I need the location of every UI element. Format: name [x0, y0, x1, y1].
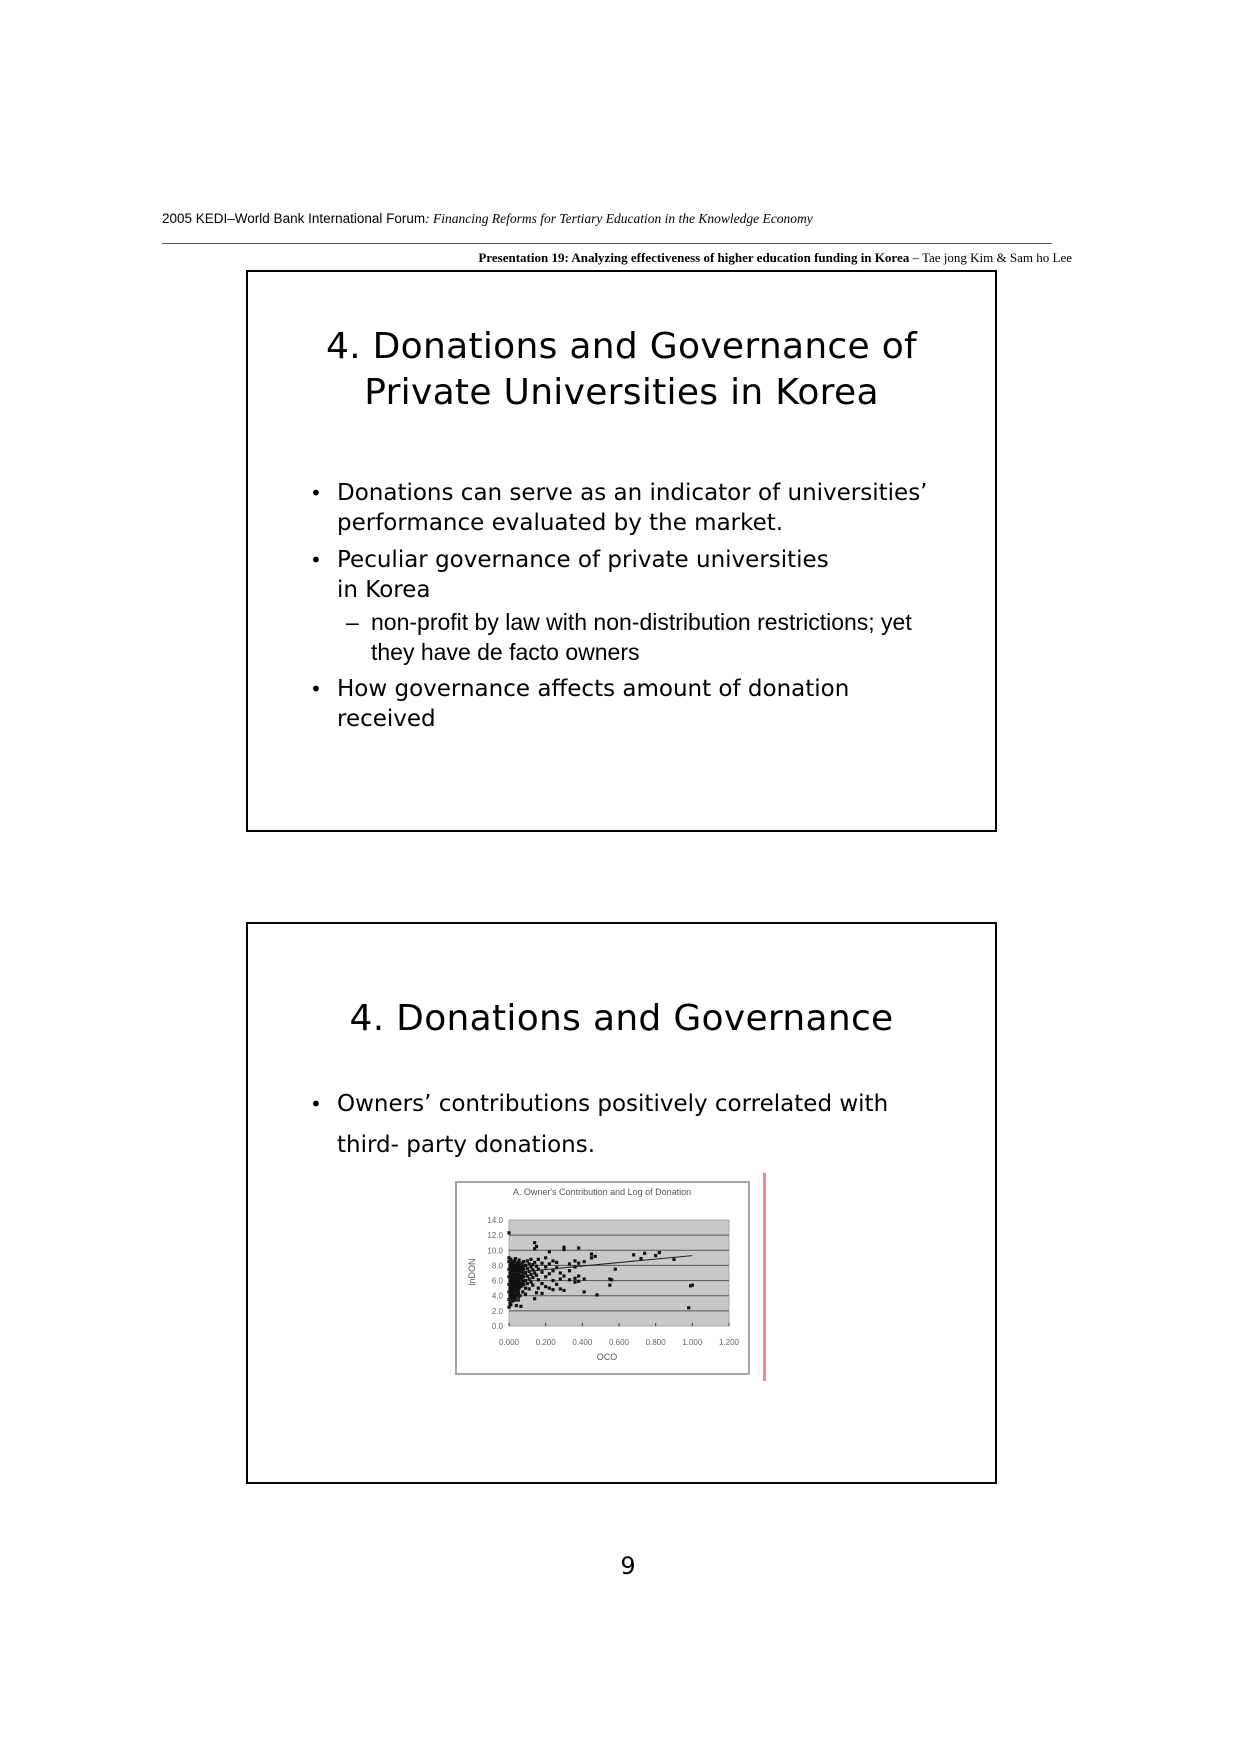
x-axis-label: OCO: [596, 1352, 618, 1362]
y-tick-label: 6.0: [491, 1276, 503, 1286]
sub-bullet-item: [310, 607, 955, 667]
forum-separator: :: [425, 211, 434, 226]
data-point: [528, 1287, 531, 1290]
data-point: [521, 1290, 524, 1293]
y-tick-label: 10.0: [487, 1246, 503, 1256]
bullet-text: Peculiar governance of private universities in Korea: [337, 547, 829, 603]
slide-1-bullets: [310, 478, 955, 741]
data-point: [540, 1292, 543, 1295]
data-point: [555, 1261, 558, 1264]
x-tick-label: 0.400: [572, 1338, 593, 1347]
data-point: [610, 1278, 613, 1281]
data-point: [551, 1259, 554, 1262]
x-tick-label: 0.600: [608, 1338, 630, 1347]
data-point: [555, 1283, 558, 1286]
presentation-title: Presentation 19: Analyzing effectiveness of higher education funding in Korea: [478, 250, 910, 265]
data-point: [562, 1248, 565, 1251]
data-point: [524, 1264, 527, 1267]
data-point: [594, 1255, 597, 1258]
data-point: [577, 1280, 580, 1283]
bullet-text: How governance affects amount of donation received: [337, 676, 850, 732]
data-point: [535, 1291, 538, 1294]
data-point: [672, 1258, 675, 1261]
data-point: [519, 1305, 522, 1308]
y-tick-label: 2.0: [491, 1306, 503, 1316]
data-point: [573, 1277, 576, 1280]
data-point: [639, 1257, 642, 1260]
bullet-item: [310, 545, 955, 605]
data-point: [577, 1274, 580, 1277]
bullet-item: [310, 478, 955, 538]
slide-1-title: [248, 324, 995, 416]
data-point: [548, 1250, 551, 1253]
data-point: [535, 1245, 538, 1248]
data-point: [614, 1268, 617, 1271]
data-point: [517, 1259, 520, 1262]
bullet-icon: •: [310, 1092, 322, 1116]
x-axis-ticks: [499, 1323, 740, 1347]
data-point: [540, 1271, 543, 1274]
x-tick-label: 0.800: [645, 1338, 666, 1347]
data-point: [551, 1269, 554, 1272]
x-tick-label: 1.000: [682, 1338, 703, 1347]
data-point: [524, 1287, 527, 1290]
slide-1-title-line-1: 4. Donations and Governance of: [325, 326, 918, 367]
data-point: [521, 1272, 524, 1275]
data-point: [526, 1282, 529, 1285]
data-point: [548, 1262, 551, 1265]
data-point: [568, 1278, 571, 1281]
data-point: [632, 1253, 635, 1256]
data-point: [533, 1261, 536, 1264]
data-point: [687, 1306, 690, 1309]
data-point: [691, 1284, 694, 1287]
dense-point-cluster: [509, 1262, 520, 1302]
slide-2-title: 4. Donations and Governance: [349, 998, 894, 1039]
y-axis-label: lnDON: [467, 1258, 477, 1286]
slide-1-title-line-2: Private Universities in Korea: [364, 372, 879, 413]
data-point: [551, 1288, 554, 1291]
data-point: [658, 1251, 661, 1254]
data-point: [562, 1289, 565, 1292]
y-tick-label: 4.0: [491, 1291, 503, 1301]
data-point: [522, 1260, 525, 1263]
bullet-text: Owners’ contributions positively correlated with third- party donations.: [337, 1091, 889, 1158]
data-point: [507, 1231, 510, 1234]
dash-icon: –: [346, 609, 359, 635]
data-point: [540, 1262, 543, 1265]
data-point: [535, 1274, 538, 1277]
data-point: [577, 1262, 580, 1265]
data-point: [544, 1275, 547, 1278]
data-point: [583, 1277, 586, 1280]
data-point: [526, 1259, 529, 1262]
data-point: [548, 1272, 551, 1275]
bullet-text: Donations can serve as an indicator of universities’ performance evaluated by the market.: [337, 480, 928, 536]
y-tick-label: 0.0: [491, 1322, 503, 1331]
presentation-authors: – Tae jong Kim & Sam ho Lee: [909, 250, 1072, 265]
data-point: [583, 1260, 586, 1263]
data-point: [559, 1271, 562, 1274]
data-point: [559, 1287, 562, 1290]
data-point: [573, 1280, 576, 1283]
data-point: [522, 1275, 525, 1278]
data-point: [529, 1280, 532, 1283]
data-point: [522, 1283, 525, 1286]
data-point: [583, 1290, 586, 1293]
data-point: [524, 1293, 527, 1296]
data-point: [535, 1265, 538, 1268]
header-rule: [162, 243, 1052, 244]
data-point: [529, 1258, 532, 1261]
data-point: [568, 1262, 571, 1265]
data-point: [590, 1256, 593, 1259]
slide-1: [246, 270, 997, 832]
data-point: [559, 1277, 562, 1280]
forum-subtitle: Financing Reforms for Tertiary Education in the Knowledge Economy: [433, 211, 813, 226]
data-point: [514, 1257, 517, 1260]
presentation-header: [478, 250, 1072, 266]
forum-name: 2005 KEDI–World Bank International Forum: [162, 211, 426, 226]
data-point: [573, 1259, 576, 1262]
data-point: [537, 1287, 540, 1290]
data-point: [526, 1274, 529, 1277]
data-point: [526, 1267, 529, 1270]
y-axis-ticks: [487, 1216, 503, 1331]
data-point: [590, 1252, 593, 1255]
data-point: [528, 1262, 531, 1265]
bullet-item: [310, 1084, 955, 1166]
data-point: [524, 1279, 527, 1282]
data-point: [551, 1279, 554, 1282]
x-tick-label: 1.200: [718, 1338, 740, 1347]
data-point: [521, 1280, 524, 1283]
data-point: [537, 1258, 540, 1261]
data-point: [537, 1278, 540, 1281]
red-vertical-line: [763, 1173, 766, 1381]
chart-title: A. Owner's Contribution and Log of Donation: [512, 1187, 692, 1197]
forum-header: [162, 211, 813, 227]
y-tick-label: 8.0: [491, 1261, 503, 1271]
sub-bullet-text: non-profit by law with non-distribution restrictions; yet they have de facto owners: [371, 609, 912, 665]
y-tick-label: 12.0: [487, 1231, 503, 1241]
data-point: [654, 1254, 657, 1257]
data-point: [544, 1256, 547, 1259]
data-point: [548, 1287, 551, 1290]
data-point: [515, 1304, 518, 1307]
data-point: [595, 1293, 598, 1296]
bullet-item: [310, 674, 955, 734]
page-number: 9: [620, 1552, 636, 1580]
data-point: [533, 1297, 536, 1300]
data-point: [529, 1273, 532, 1276]
data-point: [509, 1303, 512, 1306]
data-point: [577, 1246, 580, 1249]
data-point: [533, 1241, 536, 1244]
bullet-icon: •: [310, 677, 322, 701]
data-point: [544, 1265, 547, 1268]
data-point: [531, 1276, 534, 1279]
bullet-icon: •: [310, 481, 322, 505]
data-point: [540, 1282, 543, 1285]
data-point: [643, 1252, 646, 1255]
data-point: [562, 1274, 565, 1277]
data-point: [521, 1265, 524, 1268]
x-tick-label: 0.200: [535, 1338, 556, 1347]
bullet-icon: •: [310, 548, 322, 572]
scatter-chart: [455, 1181, 750, 1375]
y-tick-label: 14.0: [487, 1216, 503, 1225]
data-point: [528, 1277, 531, 1280]
data-point: [531, 1284, 534, 1287]
slide-2-bullets: [310, 1084, 955, 1173]
data-point: [522, 1268, 525, 1271]
data-point: [608, 1284, 611, 1287]
x-tick-label: 0.000: [498, 1338, 520, 1347]
data-point: [544, 1285, 547, 1288]
data-point: [568, 1269, 571, 1272]
